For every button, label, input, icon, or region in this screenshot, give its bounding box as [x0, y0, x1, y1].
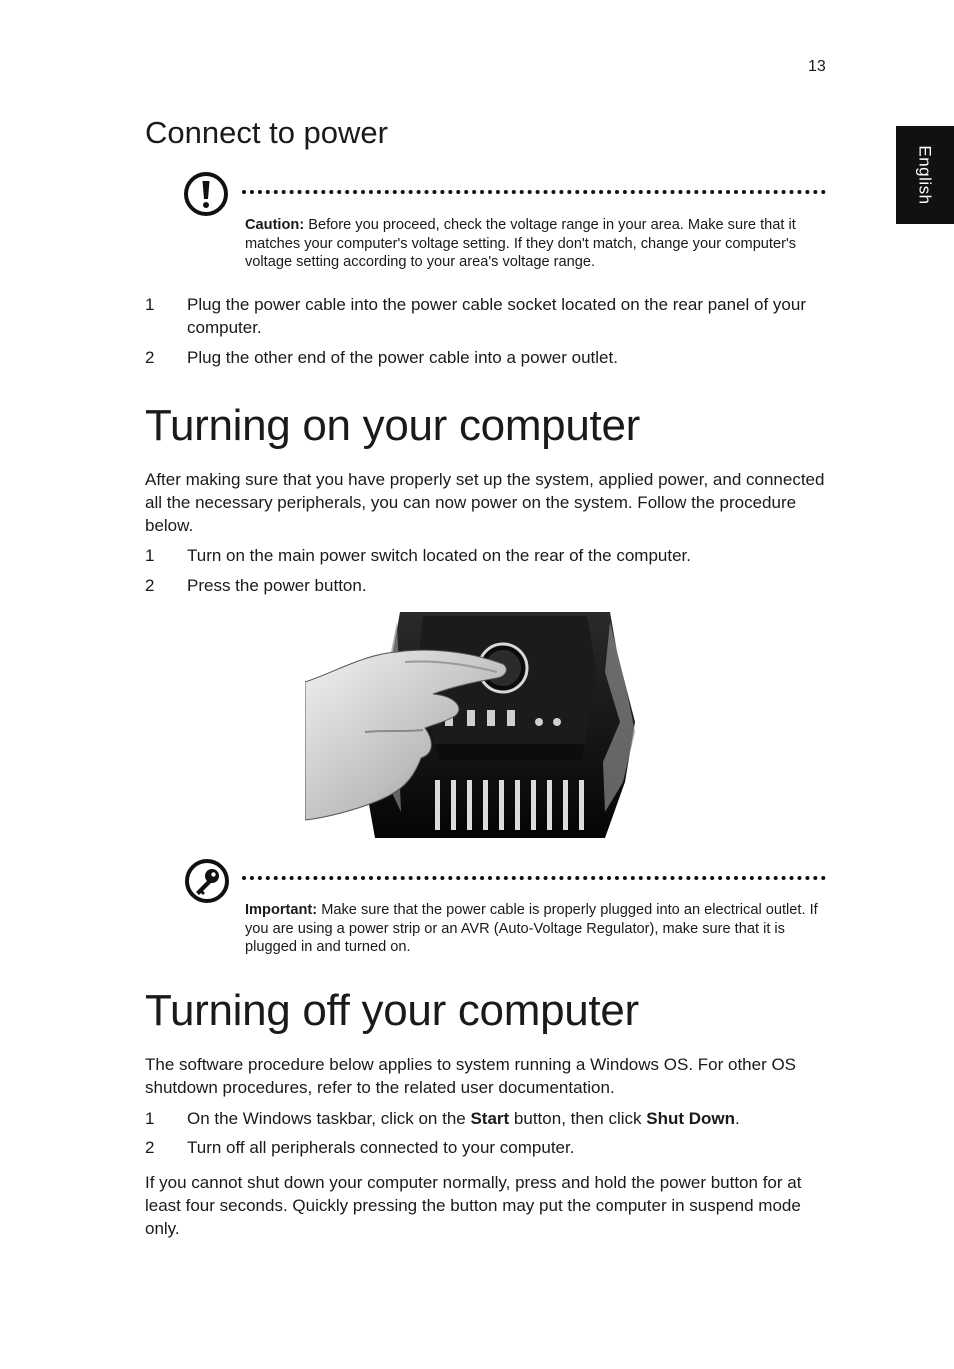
chapter-heading-turning-off: Turning off your computer [145, 986, 639, 1035]
caution-text: Before you proceed, check the voltage range in your area. Make sure that it matches your computer's voltage setting. If they don't match, change your computer's voltage setting according to your area's voltage range. [245, 217, 797, 270]
step-number: 2 [145, 576, 155, 595]
chapter-heading-turning-on: Turning on your computer [145, 401, 640, 450]
shut-down-keyword: Shut Down [646, 1109, 735, 1128]
step-text [187, 1107, 830, 1130]
step-text-part: On the Windows taskbar, click on the [187, 1109, 471, 1128]
step-number: 1 [145, 295, 155, 314]
section-heading-connect-power: Connect to power [145, 115, 388, 150]
step-text-part: . [735, 1109, 740, 1128]
important-note [245, 901, 825, 957]
step-text: Turn on the main power switch located on the rear of the computer. [187, 546, 691, 565]
key-circle-icon [184, 858, 230, 904]
step-text-part: button, then click [509, 1109, 647, 1128]
caution-note [245, 216, 825, 272]
exclamation-circle-icon [183, 171, 229, 217]
list-item [145, 544, 830, 567]
turning-off-intro: The software procedure below applies to system running a Windows OS. For other OS shutdown procedures, refer to the related user documentation. [145, 1055, 797, 1097]
list-item [145, 346, 830, 369]
step-number: 1 [145, 1109, 155, 1128]
language-tab [896, 126, 954, 224]
power-button-photo [305, 612, 635, 838]
caution-label: Caution: [245, 217, 305, 233]
list-item [145, 1107, 830, 1130]
important-divider [242, 876, 826, 880]
page-number: 13 [808, 58, 826, 75]
step-text: Turn off all peripherals connected to your computer. [187, 1138, 575, 1157]
important-label: Important: [245, 902, 318, 918]
turning-on-intro: After making sure that you have properly set up the system, applied power, and connected all the necessary peripherals, you can now power on the system. Follow the procedure below. [145, 470, 825, 535]
step-text: Plug the power cable into the power cable socket located on the rear panel of your computer. [187, 295, 806, 337]
language-tab-label: English [916, 145, 936, 205]
step-number: 2 [145, 348, 155, 367]
list-item [145, 1136, 830, 1159]
step-number: 1 [145, 546, 155, 565]
list-item [145, 574, 830, 597]
step-number: 2 [145, 1138, 155, 1157]
step-text: Press the power button. [187, 576, 367, 595]
list-item [145, 293, 830, 339]
important-text: Make sure that the power cable is properly plugged into an electrical outlet. If you are using a power strip or an AVR (Auto-Voltage Regulator), make sure that it is plugged in and turned on. [245, 902, 818, 955]
caution-divider [242, 190, 826, 194]
turning-off-outro: If you cannot shut down your computer normally, press and hold the power button for at least four seconds. Quickly pressing the button may put the computer in suspend mode only. [145, 1173, 802, 1238]
step-text: Plug the other end of the power cable into a power outlet. [187, 348, 618, 367]
start-keyword: Start [470, 1109, 510, 1128]
